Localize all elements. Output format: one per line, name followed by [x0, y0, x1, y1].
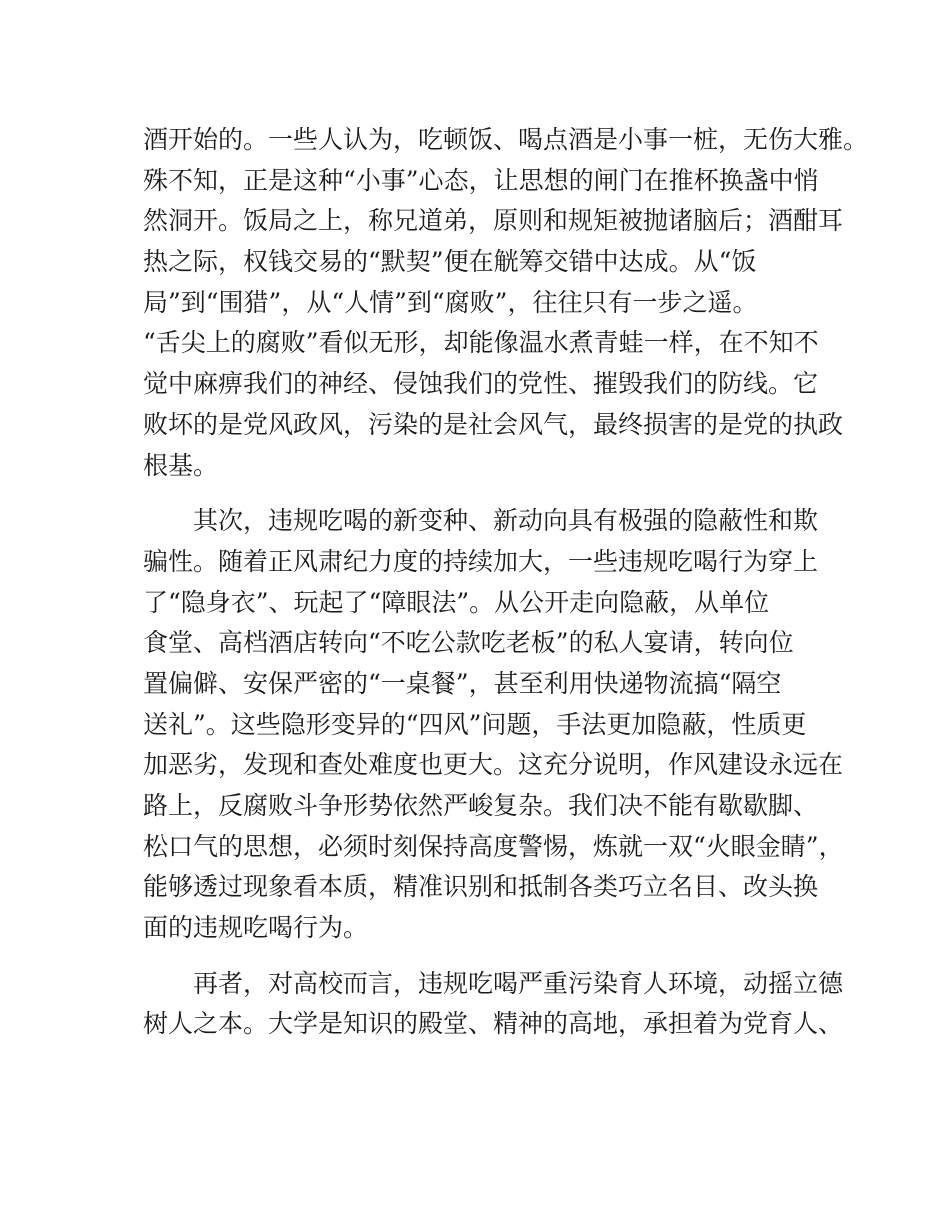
- text-line: 再者，对高校而言，违规吃喝严重污染育人环境，动摇立德: [193, 968, 844, 998]
- paragraph-3: [143, 964, 844, 1045]
- text-line: “舌尖上的腐败”看似无形，却能像温水煮青蛙一样，在不知不: [143, 328, 819, 358]
- text-line: 树人之本。大学是知识的殿堂、精神的高地，承担着为党育人、: [143, 1009, 844, 1039]
- text-line: 殊不知，正是这种“小事”心态，让思想的闸门在推杯换盏中悄: [143, 165, 819, 195]
- text-line: 根基。: [143, 450, 219, 480]
- text-line: 其次，违规吃喝的新变种、新动向具有极强的隐蔽性和欺: [193, 506, 819, 536]
- text-line: 酒开始的。一些人认为，吃顿饭、喝点酒是小事一桩，无伤大雅。: [143, 125, 869, 154]
- text-line: 局”到“围猎”，从“人情”到“腐败”，往往只有一步之遥。: [143, 287, 758, 317]
- text-line: 面的违规吃喝行为。: [143, 913, 369, 943]
- text-line: 送礼”。这些隐形变异的“四风”问题，手法更加隐蔽，性质更: [143, 709, 807, 739]
- text-line: 能够透过现象看本质，精准识别和抵制各类巧立名目、改头换: [143, 872, 819, 902]
- text-line: 败坏的是党风政风，污染的是社会风气，最终损害的是党的执政: [143, 409, 844, 439]
- text-line: 松口气的思想，必须时刻保持高度警惕，炼就一双“火眼金睛”，: [143, 831, 844, 861]
- text-line: 觉中麻痹我们的神经、侵蚀我们的党性、摧毁我们的防线。它: [143, 369, 819, 399]
- text-line: 置偏僻、安保严密的“一桌餐”，甚至利用快递物流搞“隔空: [143, 668, 782, 698]
- text-line: 热之际，权钱交易的“默契”便在觥筹交错中达成。从“饭: [143, 247, 757, 277]
- text-line: 路上，反腐败斗争形势依然严峻复杂。我们决不能有歇歇脚、: [143, 791, 819, 820]
- text-line: 骗性。随着正风肃纪力度的持续加大，一些违规吃喝行为穿上: [143, 546, 819, 576]
- paragraph-2: [143, 501, 844, 949]
- body-text: [143, 120, 869, 1060]
- paragraph-1: [143, 120, 869, 486]
- text-line: 加恶劣，发现和查处难度也更大。这充分说明，作风建设永远在: [143, 750, 844, 780]
- text-line: 然洞开。饭局之上，称兄道弟，原则和规矩被抛诸脑后；酒酣耳: [143, 206, 844, 236]
- text-line: 了“隐身衣”、玩起了“障眼法”。从公开走向隐蔽，从单位: [143, 587, 770, 617]
- text-line: 食堂、高档酒店转向“不吃公款吃老板”的私人宴请，转向位: [143, 628, 794, 658]
